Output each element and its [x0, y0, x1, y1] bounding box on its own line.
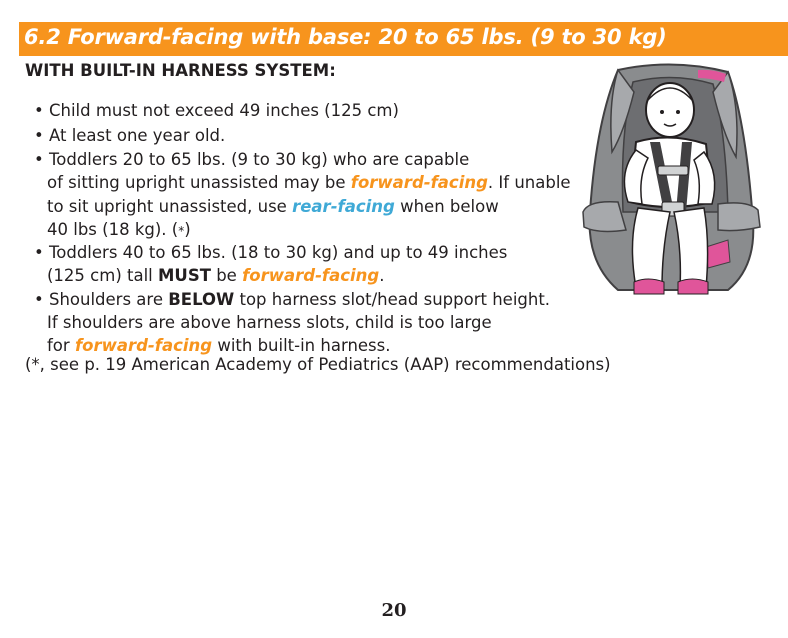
asterisk: *	[178, 224, 185, 238]
text: when below	[394, 197, 499, 216]
bullet-toddlers-20-65-line4	[47, 220, 191, 241]
below-emphasis: BELOW	[168, 290, 235, 309]
car-seat-with-toddler-icon	[578, 62, 764, 298]
text: • Shoulders are	[34, 290, 169, 309]
bullet-toddlers-40-65-line2	[47, 266, 384, 286]
bullet-toddlers-20-65: • Toddlers 20 to 65 lbs. (9 to 30 kg) who are capable	[34, 150, 470, 169]
rear-facing-emphasis: rear-facing	[292, 197, 395, 216]
must-emphasis: MUST	[158, 266, 211, 285]
forward-facing-emphasis: forward-facing	[74, 336, 213, 355]
aap-footnote: (*, see p. 19 American Academy of Pediatrics (AAP) recommendations)	[25, 355, 611, 374]
bullet-toddlers-40-65: • Toddlers 40 to 65 lbs. (18 to 30 kg) and up to 49 inches	[34, 243, 508, 262]
section-title: 6.2 Forward-facing with base: 20 to 65 lbs. (9 to 30 kg)	[24, 25, 667, 49]
text: be	[210, 266, 243, 285]
section-banner	[19, 22, 788, 56]
forward-facing-emphasis: forward-facing	[350, 173, 488, 192]
bullet-shoulders	[34, 290, 550, 310]
bullet-age: • At least one year old.	[34, 126, 226, 145]
text: )	[184, 220, 191, 239]
text: with built-in harness.	[212, 336, 391, 355]
text: top harness slot/head support height.	[234, 290, 551, 309]
text: for	[47, 336, 75, 355]
bullet-height-limit: • Child must not exceed 49 inches (125 cm)	[34, 101, 399, 120]
bullet-shoulders-line3	[47, 336, 391, 356]
page-number: 20	[381, 600, 407, 621]
section-subtitle: WITH BUILT-IN HARNESS SYSTEM:	[25, 61, 336, 80]
text: of sitting upright unassisted may be	[47, 173, 351, 192]
text: 40 lbs (18 kg). (	[47, 220, 179, 239]
text: . If unable	[487, 173, 571, 192]
bullet-toddlers-20-65-line2	[47, 173, 571, 193]
bullet-shoulders-line2: If shoulders are above harness slots, child is too large	[47, 313, 492, 332]
text: .	[379, 266, 385, 285]
text: (125 cm) tall	[47, 266, 158, 285]
bullet-toddlers-20-65-line3	[47, 197, 499, 217]
text: to sit upright unassisted, use	[47, 197, 293, 216]
forward-facing-emphasis: forward-facing	[242, 266, 380, 285]
